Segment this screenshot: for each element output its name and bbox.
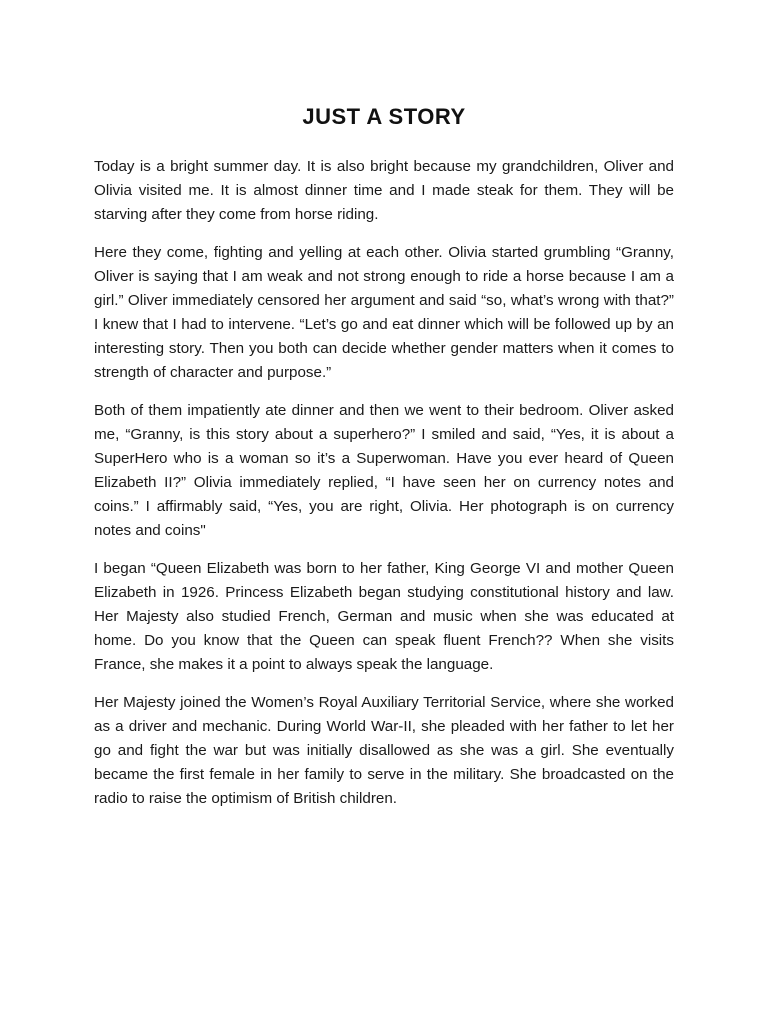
paragraph-5: Her Majesty joined the Women’s Royal Auxiliary Territorial Service, where she worked as a driver and mechanic. During World War-II, she pleaded with her father to let her go and fight the war but was initially disallowed as she was a girl. She eventually became the first female in her family to serve in the military. She broadcasted on the radio to raise the optimism of British children. xyxy=(94,694,674,807)
paragraph-3: Both of them impatiently ate dinner and then we went to their bedroom. Oliver asked me, “Granny, is this story about a superhero?” I smiled and said, “Yes, it is about a SuperHero who is a woman so it’s a Superwoman. Have you ever heard of Queen Elizabeth II?” Olivia immediately replied, “I have seen her on currency notes and coins.” I affirmably said, “Yes, you are right, Olivia. Her photograph is on currency notes and coins" xyxy=(94,402,674,539)
paragraph-2: Here they come, fighting and yelling at each other. Olivia started grumbling “Granny, Oliver is saying that I am weak and not strong enough to ride a horse because I am a girl.” Oliver immediately censored her argument and said “so, what’s wrong with that?” I knew that I had to intervene. “Let’s go and eat dinner which will be followed up by an interesting story. Then you both can decide whether gender matters when it comes to strength of character and purpose.” xyxy=(94,244,674,381)
document-body xyxy=(94,155,674,825)
paragraph-1: Today is a bright summer day. It is also bright because my grandchildren, Oliver and Olivia visited me. It is almost dinner time and I made steak for them. They will be starving after they come from horse riding. xyxy=(94,158,674,223)
paragraph-4: I began “Queen Elizabeth was born to her father, King George VI and mother Queen Elizabeth in 1926. Princess Elizabeth began studying constitutional history and law. Her Majesty also studied French, German and music when she was educated at home. Do you know that the Queen can speak fluent French?? When she visits France, she makes it a point to always speak the language. xyxy=(94,560,674,673)
document-title: JUST A STORY xyxy=(302,104,466,129)
